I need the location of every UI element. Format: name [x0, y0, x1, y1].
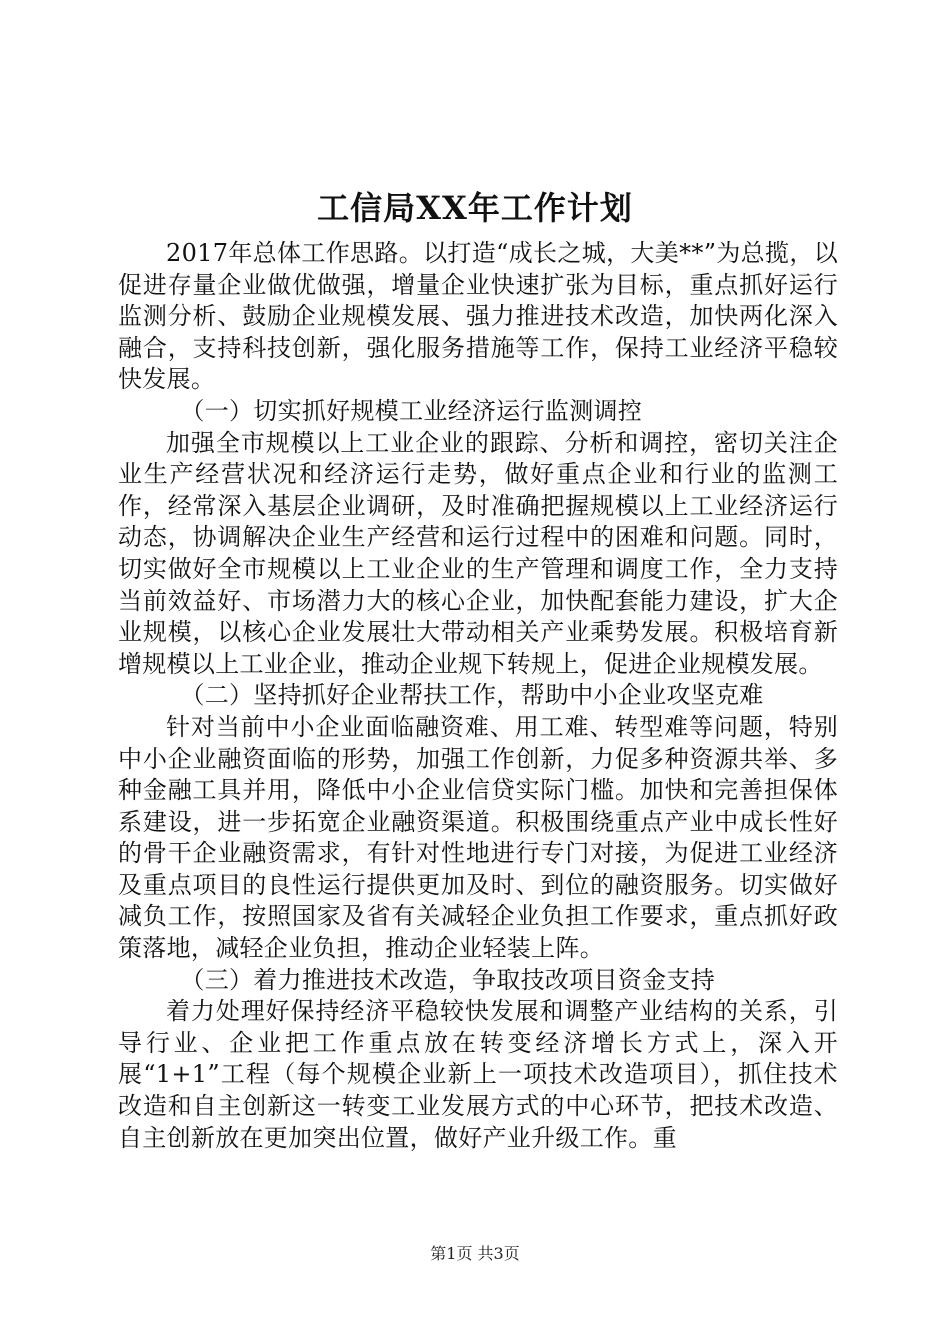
paragraph-section-2: 针对当前中小企业面临融资难、用工难、转型难等问题，特别中小企业融资面临的形势，加强工作创新，力促多种资源共举、多种金融工具并用，降低中小企业信贷实际门槛。加快和完善担保体系建设，进一步拓宽企业融资渠道。积极围绕重点产业中成长性好的骨干企业融资需求，有针对性地进行专门对接，为促进工业经济及重点项目的良性运行提供更加及时、到位的融资服务。切实做好减负工作，按照国家及省有关减轻企业负担工作要求，重点抓好政策落地，减轻企业负担，推动企业轻装上阵。 — [118, 712, 838, 963]
section-heading-1: （一）切实抓好规模工业经济运行监测调控 — [180, 396, 643, 425]
page-number-footer: 第1页 共3页 — [430, 1244, 520, 1263]
paragraph-section-1: 加强全市规模以上工业企业的跟踪、分析和调控，密切关注企业生产经营状况和经济运行走势，做好重点企业和行业的监测工作，经常深入基层企业调研，及时准确把握规模以上工业经济运行动态，协调解决企业生产经营和运行过程中的困难和问题。同时，切实做好全市规模以上工业企业的生产管理和调度工作，全力支持当前效益好、市场潜力大的核心企业，加快配套能力建设，扩大企业规模，以核心企业发展壮大带动相关产业乘势发展。积极培育新增规模以上工业企业，推动企业规下转规上，促进企业规模发展。 — [118, 428, 838, 678]
document-body — [118, 238, 838, 1154]
section-heading-3: （三）着力推进技术改造，争取技改项目资金支持 — [180, 965, 715, 994]
paragraph-section-3: 着力处理好保持经济平稳较快发展和调整产业结构的关系，引导行业、企业把工作重点放在转变经济增长方式上，深入开展“1+1”工程（每个规模企业新上一项技术改造项目），抓住技术改造和自主创新这一转变工业发展方式的中心环节，把技术改造、自主创新放在更加突出位置，做好产业升级工作。重 — [118, 997, 838, 1152]
section-heading-2: （二）坚持抓好企业帮扶工作，帮助中小企业攻坚克难 — [180, 681, 764, 710]
document-title: 工信局XX年工作计划 — [317, 189, 633, 227]
paragraph-overview: 2017年总体工作思路。以打造“成长之城，大美**”为总揽，以促进存量企业做优做强，增量企业快速扩张为目标，重点抓好运行监测分析、鼓励企业规模发展、强力推进技术改造，加快两化深入融合，支持科技创新，强化服务措施等工作，保持工业经济平稳较快发展。 — [118, 239, 838, 394]
